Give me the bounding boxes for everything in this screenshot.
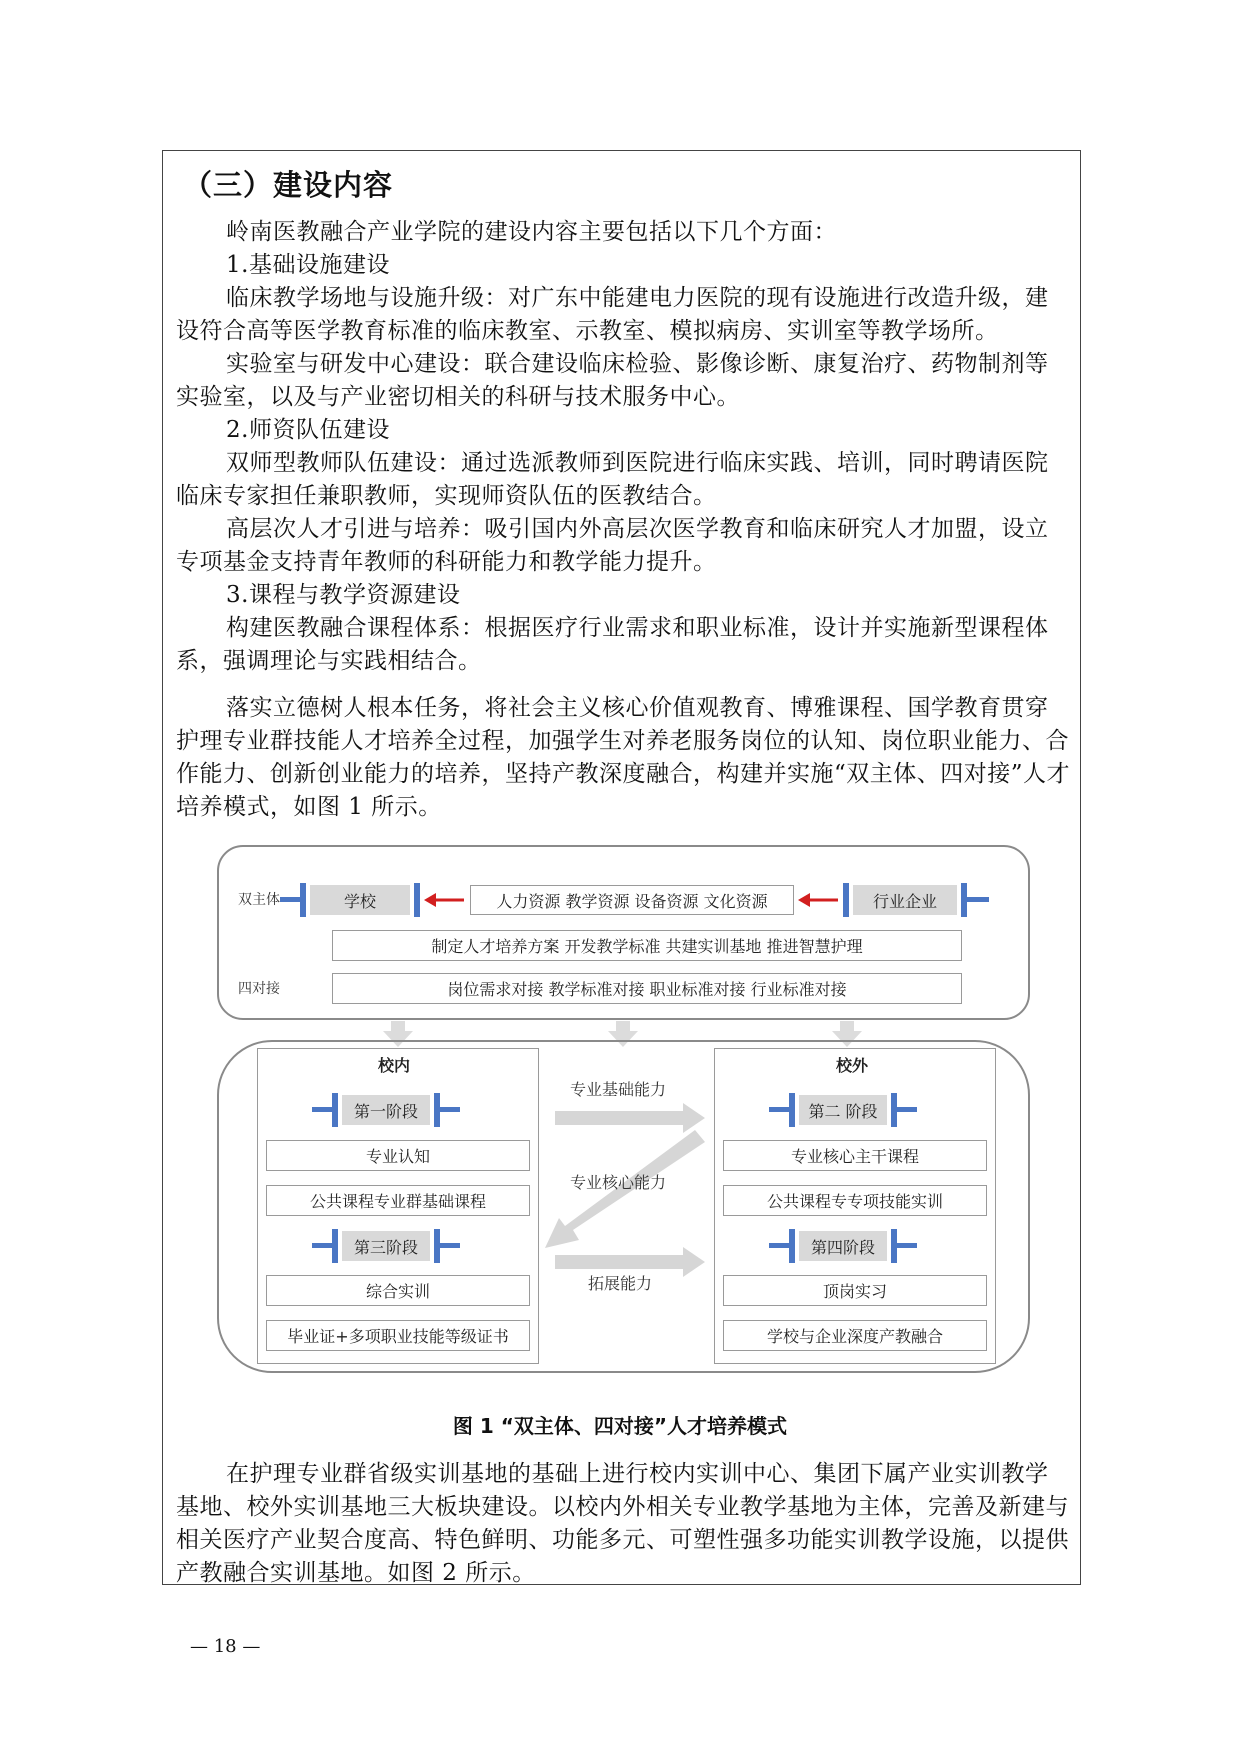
paragraph: 临床教学场地与设施升级：对广东中能建电力医院的现有设施进行改造升级，建设符合高等医学教育标准的临床教室、示教室、模拟病房、实训室等教学场所。: [176, 285, 1049, 344]
outside-title: 校外: [836, 1056, 869, 1075]
ability-label: 专业基础能力: [570, 1080, 667, 1099]
bar-right: [440, 1243, 460, 1248]
bar-left: [312, 1107, 332, 1112]
bar-left: [769, 1243, 789, 1248]
bar-cap: [789, 1093, 795, 1127]
paragraph: 高层次人才引进与培养：吸引国内外高层次医学教育和临床研究人才加盟，设立专项基金支持青年教师的科研能力和教学能力提升。: [176, 516, 1049, 575]
stage2-label: 第二 阶段: [799, 1095, 887, 1125]
bar-cap: [332, 1093, 338, 1127]
diagram-figure-1: [200, 845, 1045, 1375]
row-label-four: 四对接: [238, 981, 280, 997]
inside-title: 校内: [378, 1056, 411, 1075]
outside-item: 专业核心主干课程: [723, 1140, 987, 1171]
paragraph: 双师型教师队伍建设：通过选派教师到医院进行临床实践、培训，同时聘请医院临床专家担任兼职教师，实现师资队伍的医教结合。: [176, 450, 1049, 509]
body-text-mid: [176, 692, 1071, 824]
arrow-left-icon: [798, 890, 840, 910]
page-number: — 18 —: [190, 1636, 261, 1657]
body-text-top: [176, 216, 1071, 678]
school-label: 学校: [310, 885, 410, 915]
outside-item: 顶岗实习: [723, 1275, 987, 1306]
outside-item: 学校与企业深度产教融合: [723, 1320, 987, 1351]
paragraph: 3.课程与教学资源建设: [226, 582, 461, 608]
inside-item: 毕业证+多项职业技能等级证书: [266, 1320, 530, 1351]
section-title: （三）建设内容: [183, 168, 394, 202]
figure-caption: 图 1 “双主体、四对接”人才培养模式: [452, 1414, 788, 1438]
ability-label: 专业核心能力: [570, 1173, 667, 1192]
paragraph: 岭南医教融合产业学院的建设内容主要包括以下几个方面：: [226, 219, 837, 245]
outside-item: 公共课程专专项技能实训: [723, 1185, 987, 1216]
bar-cap: [300, 883, 306, 917]
paragraph: 实验室与研发中心建设：联合建设临床检验、影像诊断、康复治疗、药物制剂等实验室，以及与产业密切相关的科研与技术服务中心。: [176, 351, 1049, 410]
bar-cap: [414, 883, 420, 917]
industry-label: 行业企业: [853, 885, 957, 915]
bar-cap: [843, 883, 849, 917]
row-label-dual: 双主体: [238, 892, 280, 908]
bar-left: [280, 897, 300, 902]
bar-right: [897, 1243, 917, 1248]
inside-item: 专业认知: [266, 1140, 530, 1171]
paragraph: 在护理专业群省级实训基地的基础上进行校内实训中心、集团下属产业实训教学基地、校外实训基地三大板块建设。以校内外相关专业教学基地为主体，完善及新建与相关医疗产业契合度高、特色鲜明、功能多元、可塑性强多功能实训教学设施，以提供产教融合实训基地。如图 2 所示。: [176, 1461, 1069, 1586]
bar-right: [440, 1107, 460, 1112]
ability-label: 拓展能力: [588, 1274, 653, 1293]
paragraph: 1.基础设施建设: [226, 252, 390, 278]
right-arrow-icon: [555, 1103, 705, 1133]
bar-cap: [332, 1229, 338, 1263]
paragraph: 2.师资队伍建设: [226, 417, 390, 443]
bar-cap: [789, 1229, 795, 1263]
bar-right: [897, 1107, 917, 1112]
bar-left: [769, 1107, 789, 1112]
arrow-left-icon: [424, 890, 466, 910]
paragraph: 构建医教融合课程体系：根据医疗行业需求和职业标准，设计并实施新型课程体系，强调理论与实践相结合。: [176, 615, 1049, 674]
stage4-label: 第四阶段: [799, 1231, 887, 1261]
inside-item: 综合实训: [266, 1275, 530, 1306]
resources-box: 人力资源 教学资源 设备资源 文化资源: [470, 885, 794, 915]
bar-left: [312, 1243, 332, 1248]
docking-box: 岗位需求对接 教学标准对接 职业标准对接 行业标准对接: [332, 973, 962, 1004]
stage3-label: 第三阶段: [342, 1231, 430, 1261]
stage1-label: 第一阶段: [342, 1095, 430, 1125]
body-text-bottom: [176, 1458, 1071, 1590]
paragraph: 落实立德树人根本任务，将社会主义核心价值观教育、博雅课程、国学教育贯穿护理专业群技能人才培养全过程，加强学生对养老服务岗位的认知、岗位职业能力、合作能力、创新创业能力的培养，坚持产教深度融合，构建并实施“双主体、四对接”人才培养模式，如图 1 所示。: [176, 695, 1071, 820]
plan-box: 制定人才培养方案 开发教学标准 共建实训基地 推进智慧护理: [332, 930, 962, 961]
bar-right: [967, 897, 989, 902]
inside-item: 公共课程专业群基础课程: [266, 1185, 530, 1216]
